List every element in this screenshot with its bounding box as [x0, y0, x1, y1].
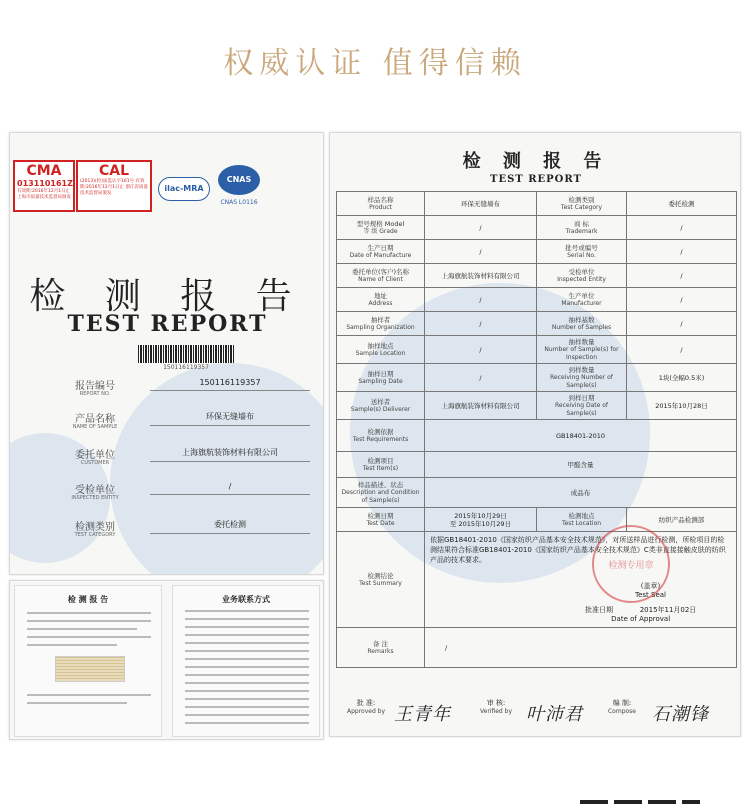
field-label-en: TEST CATEGORY: [74, 532, 116, 538]
red-test-stamp: 检测专用章: [592, 525, 670, 603]
table-row: 样品描述、状态 Description and Condition of Sample(s) 成品布: [337, 478, 737, 508]
cal-logo-text: CAL: [98, 163, 130, 179]
barcode: [138, 345, 234, 363]
cover-field-inspected-entity: [50, 481, 310, 511]
ilac-mra-logo: ilac-MRA: [158, 177, 210, 201]
field-value: 上海旗航装饰材料有限公司: [150, 447, 310, 462]
table-row: 抽样地点 Sample Location / 抽样数量 Number of Sample(s) for Inspection /: [337, 336, 737, 364]
cover-title-en: TEST REPORT: [67, 311, 268, 337]
table-row: 检测日期 Test Date 2015年10月29日 至 2015年10月29日 检测地点 Test Location 纺织产品检测部: [337, 508, 737, 532]
client-value: 上海旗航装饰材料有限公司: [425, 264, 537, 288]
product-value: 环保无缝墙布: [425, 192, 537, 216]
cma-note: 有效期:2016年12月1日止 上海市质量技术监督局颁发: [17, 189, 71, 200]
deliverer-value: 上海旗航装饰材料有限公司: [425, 392, 537, 420]
table-row: 地址 Address / 生产单位 Manufacturer /: [337, 288, 737, 312]
cma-code: 013110161Z: [17, 179, 73, 188]
cover-field-sample-name: [50, 410, 310, 440]
mini-page-title: 业务联系方式: [222, 595, 270, 604]
received-date-value: 2015年10月28日: [627, 392, 737, 420]
cal-seal: [76, 160, 152, 212]
approved-signature: 王青年: [394, 704, 451, 725]
field-value: 环保无缝墙布: [150, 411, 310, 426]
summary-cell: [425, 532, 737, 628]
report-thumbnail: [9, 580, 324, 740]
fabric-sample-image: [55, 656, 125, 682]
approval-date-value: 2015年11月02日: [639, 606, 697, 614]
field-label-en: CUSTOMER: [80, 460, 110, 466]
requirements-value: GB18401-2010: [425, 420, 737, 452]
cnas-logo: [214, 165, 264, 215]
approval-date-area: 批准日期 2015年11月02日 Date of Approval: [585, 606, 697, 623]
report-title-cn: 检 测 报 告: [462, 151, 610, 172]
bottom-decoration: [580, 800, 700, 804]
condition-value: 成品布: [425, 478, 737, 508]
field-label: 报告编号: [75, 381, 115, 392]
cal-note: (2013)(检)质监认字161号 有效期:2016年12月1日止 浙江省质量技术监督局颁发: [80, 179, 148, 196]
table-row: 送样者 Sample(s) Deliverer 上海旗航装饰材料有限公司 到样日期 Receiving Date of Sample(s) 2015年10月28日: [337, 392, 737, 420]
field-label: 受检单位: [75, 485, 115, 496]
mini-contact-page: [172, 585, 320, 737]
table-row: 生产日期 Date of Manufacture / 批号或编号 Serial No. /: [337, 240, 737, 264]
report-table: [336, 191, 737, 668]
table-row: 检测项目 Test Item(s) 甲醛含量: [337, 452, 737, 478]
field-label: 产品名称: [75, 414, 115, 425]
cover-field-customer: [50, 446, 310, 476]
field-value: 委托检测: [150, 519, 310, 534]
category-value: 委托检测: [627, 192, 737, 216]
mini-page-title: 检 测 报 告: [67, 595, 109, 604]
table-row: 备 注 Remarks /: [337, 628, 737, 668]
table-row: 检测依据 Test Requirements GB18401-2010: [337, 420, 737, 452]
barcode-number: 150116119357: [163, 364, 209, 371]
report-title-en: TEST REPORT: [490, 174, 582, 185]
test-location-value: 纺织产品检测部: [627, 508, 737, 532]
field-value: 150116119357: [150, 378, 310, 391]
remarks-value: /: [425, 628, 737, 668]
cover-field-test-category: [50, 518, 310, 548]
cover-title-cn: 检 测 报 告: [29, 276, 306, 317]
test-items-value: 甲醛含量: [425, 452, 737, 478]
cnas-logo-text: CNAS: [218, 165, 260, 195]
field-label: 委托单位: [75, 450, 115, 461]
cover-field-report-no: [50, 377, 310, 407]
table-row: 检测结论 Test Summary 依据GB18401-2010《国家纺织产品基本安全技术规范》，对所送样品进行检测，所检项目的检测结果符合标准GB18401-2010《国家纺织产品基本安全技术规范》C类非直接接触皮肤的纺织产品的技术要求。 (盖章) Test Seal 批准日期 2015年11月02日 Date of Approval: [337, 532, 737, 628]
mini-report-page: [14, 585, 162, 737]
field-label: 检测类别: [75, 522, 115, 533]
field-label-en: INSPECTED ENTITY: [71, 495, 119, 501]
table-row: 抽样者 Sampling Organization / 抽样基数 Number of Samples /: [337, 312, 737, 336]
table-row: 型号规格 Model 等 级 Grade / 商 标 Trademark /: [337, 216, 737, 240]
summary-text: 依据GB18401-2010《国家纺织产品基本安全技术规范》，对所送样品进行检测，所检项目的检测结果符合标准GB18401-2010《国家纺织产品基本安全技术规范》C类非直接接触皮肤的纺织产品的技术要求。: [430, 536, 726, 564]
report-cover-page: [9, 132, 324, 575]
table-row: 抽样日期 Sampling Date / 到样数量 Receiving Number of Sample(s) 1块(全幅0.5米): [337, 364, 737, 392]
cma-seal: [13, 160, 75, 212]
report-detail-page: [329, 132, 741, 737]
cma-logo-text: CMA: [26, 163, 62, 179]
table-row: 样品名称 Product 环保无缝墙布 检测类别 Test Category 委托检测: [337, 192, 737, 216]
field-value: /: [150, 482, 310, 495]
compose-signature: 石潮锋: [652, 704, 709, 725]
table-row: 委托单位(客户)名称 Name of Client 上海旗航装饰材料有限公司 受检单位 Inspected Entity /: [337, 264, 737, 288]
seal-area: (盖章) Test Seal: [635, 582, 666, 599]
cnas-code: CNAS L0116: [220, 199, 258, 206]
page-headline: 权威认证 值得信赖: [223, 46, 527, 81]
verified-signature: 叶沛君: [526, 704, 583, 725]
signature-row: 批 准: Approved by 王青年 审 核: Verified by 叶沛君 编 制: Compose 石潮锋: [346, 699, 709, 725]
field-label-en: NAME OF SAMPLE: [72, 424, 118, 430]
field-label-en: REPORT NO.: [79, 391, 111, 397]
received-number-value: 1块(全幅0.5米): [627, 364, 737, 392]
